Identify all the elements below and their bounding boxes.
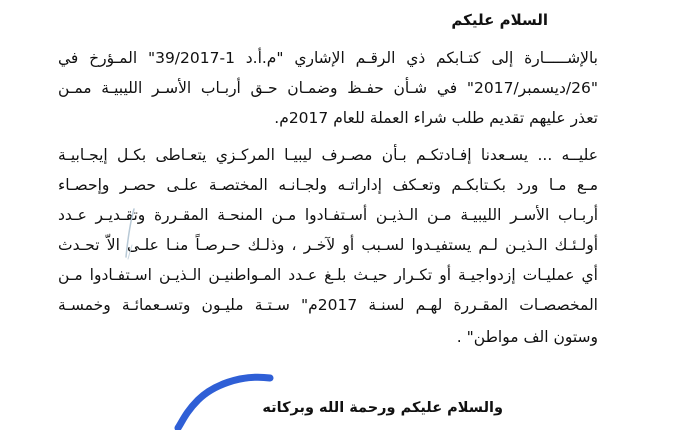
paragraph1-line-1: بالإشـــــارة إلى كتـابكم ذي الرقـم الإشاري "م.أ.د 1-39/2017" المـؤرخ في [58,49,598,67]
closing-salutation: والسلام عليكم ورحمة الله وبركاته [262,400,503,416]
paragraph2-line-3: أربـاب الأسـر الليبيـة مـن الـذيـن أسـتفـادوا مـن المنحـة المقـررة وتقـديـر عـدد [58,206,598,224]
paragraph2-line-1: عليــه ... يسـعدنا إفـادتكـم بـأن مصـرف ليبيـا المركـزي يتعـاطى بكـل إيجـابيـة [58,146,598,164]
paragraph2-line-5: أي عمليـات إزدواجيـة أو تكـرار حيـث بلـغ عـدد المـواطنيـن الـذيـن اسـتفـادوا مـن [58,266,598,284]
paragraph2-line-2: مـع مـا ورد بكـتابكـم وتعـكف إداراتـه ولجـانـه المختصـة علـى حصـر وإحصـاء [58,176,598,194]
paragraph2-line-6: المخصصـات المقـررة لهـم لسنـة 2017م" سـتـة مليـون وتسـعمائـة وخمسـة [58,296,598,314]
paragraph1-line-2: "26/ديسمبر/2017" في شـأن حفـظ وضمـان حـق أربـاب الأسـر الليبيـة ممـن [58,79,598,97]
scan-mark-icon [120,205,140,265]
paragraph1-line-3: تعذر عليهم تقديم طلب شراء العملة للعام 2017م. [274,109,598,127]
paragraph2-line-7: وستون الف مواطن" . [456,328,598,346]
paragraph2-line-4: أولـئـك الـذيـن لـم يستفيـدوا لسـبب أو لآخـر ، وذلـك حـرصـاً منـا علـى الاّ تحـدث [58,236,598,254]
greeting-heading: السلام عليكم [451,11,548,29]
